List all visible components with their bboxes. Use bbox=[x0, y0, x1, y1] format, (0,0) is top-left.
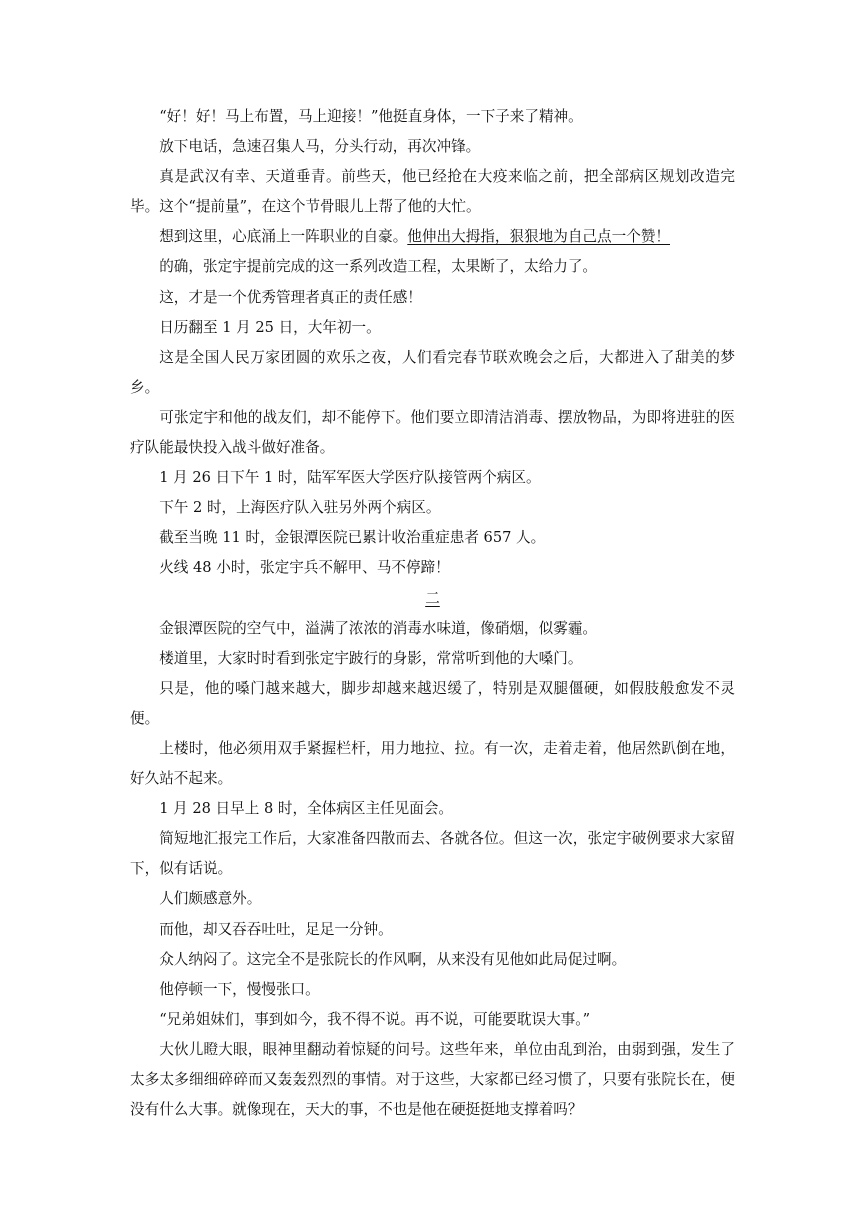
paragraph: 只是，他的嗓门越来越大，脚步却越来越迟缓了，特别是双腿僵硬，如假肢般愈发不灵便。 bbox=[130, 679, 735, 727]
section-number: 二 bbox=[425, 589, 440, 607]
article-body bbox=[130, 102, 735, 1125]
paragraph: 放下电话，急速召集人马，分头行动，再次冲锋。 bbox=[159, 138, 481, 156]
paragraph: 他停顿一下，慢慢张口。 bbox=[159, 980, 320, 998]
paragraph: 简短地汇报完工作后，大家准备四散而去、各就各位。但这一次，张定宇破例要求大家留下，似有话说。 bbox=[130, 830, 735, 878]
paragraph: 这是全国人民万家团圆的欢乐之夜，人们看完春节联欢晚会之后，大都进入了甜美的梦乡。 bbox=[130, 348, 735, 396]
paragraph: 截至当晚 11 时，金银潭医院已累计收治重症患者 657 人。 bbox=[159, 529, 546, 547]
paragraph: 而他，却又吞吞吐吐，足足一分钟。 bbox=[159, 920, 393, 938]
paragraph: 人们颇感意外。 bbox=[159, 890, 262, 908]
paragraph: 真是武汉有幸、天道垂青。前些天，他已经抢在大疫来临之前，把全部病区规划改造完毕。这个“提前量”，在这个节骨眼儿上帮了他的大忙。 bbox=[130, 168, 735, 216]
underlined-sentence: 他伸出大拇指，狠狠地为自己点一个赞！ bbox=[407, 228, 670, 246]
paragraph: “兄弟姐妹们，事到如今，我不得不说。再不说，可能要耽误大事。” bbox=[159, 1010, 591, 1028]
paragraph: 1 月 28 日早上 8 时，全体病区主任见面会。 bbox=[159, 800, 454, 818]
paragraph: “好！好！马上布置，马上迎接！”他挺直身体，一下子来了精神。 bbox=[159, 108, 583, 125]
paragraph: 这，才是一个优秀管理者真正的责任感！ bbox=[159, 288, 422, 306]
paragraph: 1 月 26 日下午 1 时，陆军军医大学医疗队接管两个病区。 bbox=[159, 469, 541, 487]
paragraph: 日历翻至 1 月 25 日，大年初一。 bbox=[159, 318, 381, 336]
paragraph-with-underline bbox=[130, 222, 735, 252]
paragraph: 楼道里，大家时时看到张定宇跛行的身影，常常听到他的大嗓门。 bbox=[159, 649, 583, 667]
paragraph: 的确，张定宇提前完成的这一系列改造工程，太果断了，太给力了。 bbox=[159, 258, 598, 276]
section-title bbox=[130, 584, 735, 614]
paragraph: 众人纳闷了。这完全不是张院长的作风啊，从来没有见他如此局促过啊。 bbox=[159, 950, 627, 968]
paragraph-text: 想到这里，心底涌上一阵职业的自豪。 bbox=[159, 228, 408, 246]
paragraph: 火线 48 小时，张定宇兵不解甲、马不停蹄！ bbox=[159, 559, 450, 577]
paragraph: 下午 2 时，上海医疗队入驻另外两个病区。 bbox=[159, 499, 441, 517]
paragraph: 大伙儿瞪大眼，眼神里翻动着惊疑的问号。这些年来，单位由乱到治，由弱到强，发生了太多太多细细碎碎而又轰轰烈烈的事情。对于这些，大家都已经习惯了，只要有张院长在，便没有什么大事。就像现在，天大的事，不也是他在硬挺挺地支撑着吗？ bbox=[130, 1040, 735, 1119]
paragraph: 可张定宇和他的战友们，却不能停下。他们要立即清洁消毒、摆放物品，为即将进驻的医疗队能最快投入战斗做好准备。 bbox=[130, 408, 735, 457]
paragraph: 金银潭医院的空气中，溢满了浓浓的消毒水味道，像硝烟，似雾霾。 bbox=[159, 619, 598, 637]
paragraph: 上楼时，他必须用双手紧握栏杆，用力地拉、拉。有一次，走着走着，他居然趴倒在地，好久站不起来。 bbox=[130, 739, 735, 788]
